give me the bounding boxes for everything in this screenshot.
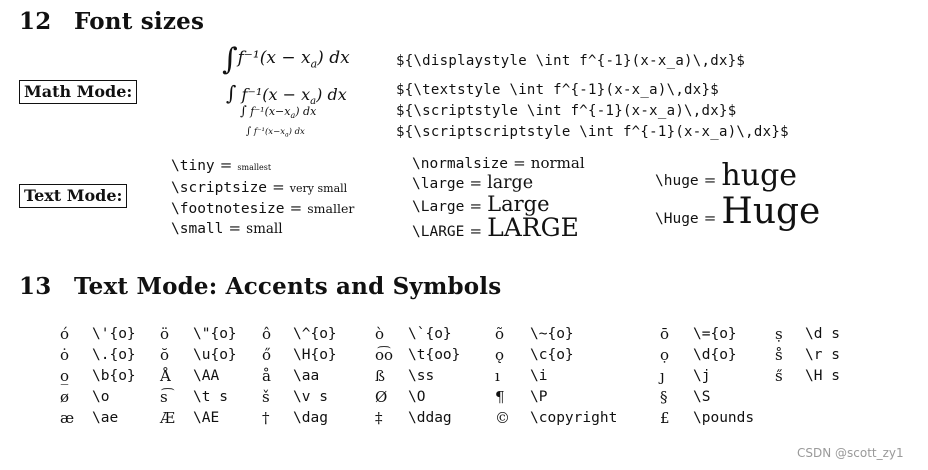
accent-glyph: Ø	[375, 388, 388, 406]
accent-glyph: £	[660, 409, 670, 427]
accent-glyph: ß	[375, 367, 386, 385]
section-12-title: Font sizes	[74, 8, 205, 35]
accent-glyph: ©	[495, 409, 510, 427]
accent-command: \d{o}	[693, 347, 737, 363]
accent-glyph: ø	[60, 388, 70, 406]
accent-command: \.{o}	[92, 347, 136, 363]
accent-command: \ss	[408, 368, 435, 384]
accent-command: \O	[408, 389, 426, 405]
accent-glyph: o͡o	[375, 346, 394, 364]
math-display-formula: $\int f^{-1}(x - x_a)$ dx	[222, 42, 350, 77]
accent-command: \`{o}	[408, 326, 452, 342]
size-row-small: \small = small	[171, 219, 283, 237]
watermark: CSDN @scott_zy1	[797, 446, 904, 460]
accent-command: \t{oo}	[408, 347, 461, 363]
accent-glyph: ọ	[660, 346, 670, 364]
accent-glyph: š	[262, 388, 270, 406]
math-scriptscript-formula: ∫ $f^{-1}(x-x_a)$ dx	[246, 126, 305, 139]
accent-command: \u{o}	[193, 347, 237, 363]
accent-glyph: ǫ	[495, 346, 505, 364]
accent-glyph: ı	[495, 367, 500, 385]
size-row-footnotesize: \footnotesize = smaller	[171, 199, 355, 217]
accent-glyph: ¶	[495, 388, 505, 406]
accent-command: \'{o}	[92, 326, 136, 342]
accent-glyph: ó	[60, 325, 70, 343]
accent-command: \c{o}	[530, 347, 574, 363]
accent-command: \dag	[293, 410, 328, 426]
math-scriptscript-code: ${\scriptscriptstyle \int f^{-1}(x-x_a)\,dx}$	[396, 124, 789, 140]
accent-glyph: õ	[495, 325, 505, 343]
accent-glyph: æ	[60, 409, 75, 427]
accent-command: \~{o}	[530, 326, 574, 342]
accent-command: \copyright	[530, 410, 618, 426]
section-13-number: 13	[19, 273, 52, 300]
math-mode-label: Math Mode:	[19, 80, 137, 104]
accent-command: \H s	[805, 368, 840, 384]
section-12-number: 12	[19, 8, 52, 35]
accent-glyph: Æ	[160, 409, 176, 427]
accent-command: \b{o}	[92, 368, 136, 384]
size-row-Large: \Large = Large	[412, 192, 550, 216]
accent-command: \P	[530, 389, 548, 405]
accent-glyph: ȷ	[660, 367, 665, 385]
accent-command: \d s	[805, 326, 840, 342]
math-script-code: ${\scriptstyle \int f^{-1}(x-x_a)\,dx}$	[396, 103, 737, 119]
section-13-title: Text Mode: Accents and Symbols	[74, 273, 502, 300]
size-row-large: \large = large	[412, 173, 534, 193]
accent-glyph: s̊	[775, 346, 783, 364]
size-row-LARGE: \LARGE = LARGE	[412, 213, 579, 242]
size-row-scriptsize: \scriptsize = very small	[171, 178, 348, 196]
accent-command: \aa	[293, 368, 320, 384]
accent-command: \pounds	[693, 410, 755, 426]
accent-glyph: s̋	[775, 367, 783, 385]
size-row-tiny: \tiny = smallest	[171, 156, 272, 174]
accent-command: \ddag	[408, 410, 452, 426]
accent-glyph: Å	[160, 367, 171, 385]
accent-command: \o	[92, 389, 110, 405]
size-row-huge: \huge = huge	[655, 158, 798, 193]
accent-glyph: ŏ	[160, 346, 170, 364]
accent-glyph: ȯ	[60, 346, 70, 364]
accent-glyph: å	[262, 367, 271, 385]
size-row-normalsize: \normalsize = normal	[412, 154, 585, 172]
accent-glyph: ò	[375, 325, 385, 343]
accent-glyph: ô	[262, 325, 272, 343]
accent-command: \^{o}	[293, 326, 337, 342]
accent-command: \S	[693, 389, 711, 405]
accent-command: \AE	[193, 410, 220, 426]
accent-glyph: ṣ	[775, 325, 783, 343]
accent-glyph: s͡	[160, 388, 168, 406]
accent-command: \j	[693, 368, 711, 384]
accent-command: \t s	[193, 389, 228, 405]
accent-glyph: ő	[262, 346, 272, 364]
accent-glyph: ö	[160, 325, 170, 343]
math-text-code: ${\textstyle \int f^{-1}(x-x_a)\,dx}$	[396, 82, 719, 98]
math-display-code: ${\displaystyle \int f^{-1}(x-x_a)\,dx}$	[396, 53, 746, 69]
accent-command: \={o}	[693, 326, 737, 342]
accent-command: \ae	[92, 410, 119, 426]
size-row-Huge: \Huge = Huge	[655, 191, 821, 232]
accent-command: \v s	[293, 389, 328, 405]
accent-command: \i	[530, 368, 548, 384]
accent-glyph: ‡	[375, 409, 383, 427]
accent-command: \AA	[193, 368, 220, 384]
accent-glyph: †	[262, 409, 270, 427]
accent-glyph: §	[660, 388, 668, 406]
accent-command: \H{o}	[293, 347, 337, 363]
accent-command: \"{o}	[193, 326, 237, 342]
accent-command: \r s	[805, 347, 840, 363]
accent-glyph: ō	[660, 325, 670, 343]
math-script-formula: ∫ $f^{-1}(x-x_a)$ dx	[240, 104, 317, 121]
accent-glyph: o̲	[60, 367, 70, 385]
text-mode-label: Text Mode:	[19, 184, 127, 208]
math-text-formula: ∫ $f^{-1}(x - x_a)$ dx	[226, 81, 347, 108]
